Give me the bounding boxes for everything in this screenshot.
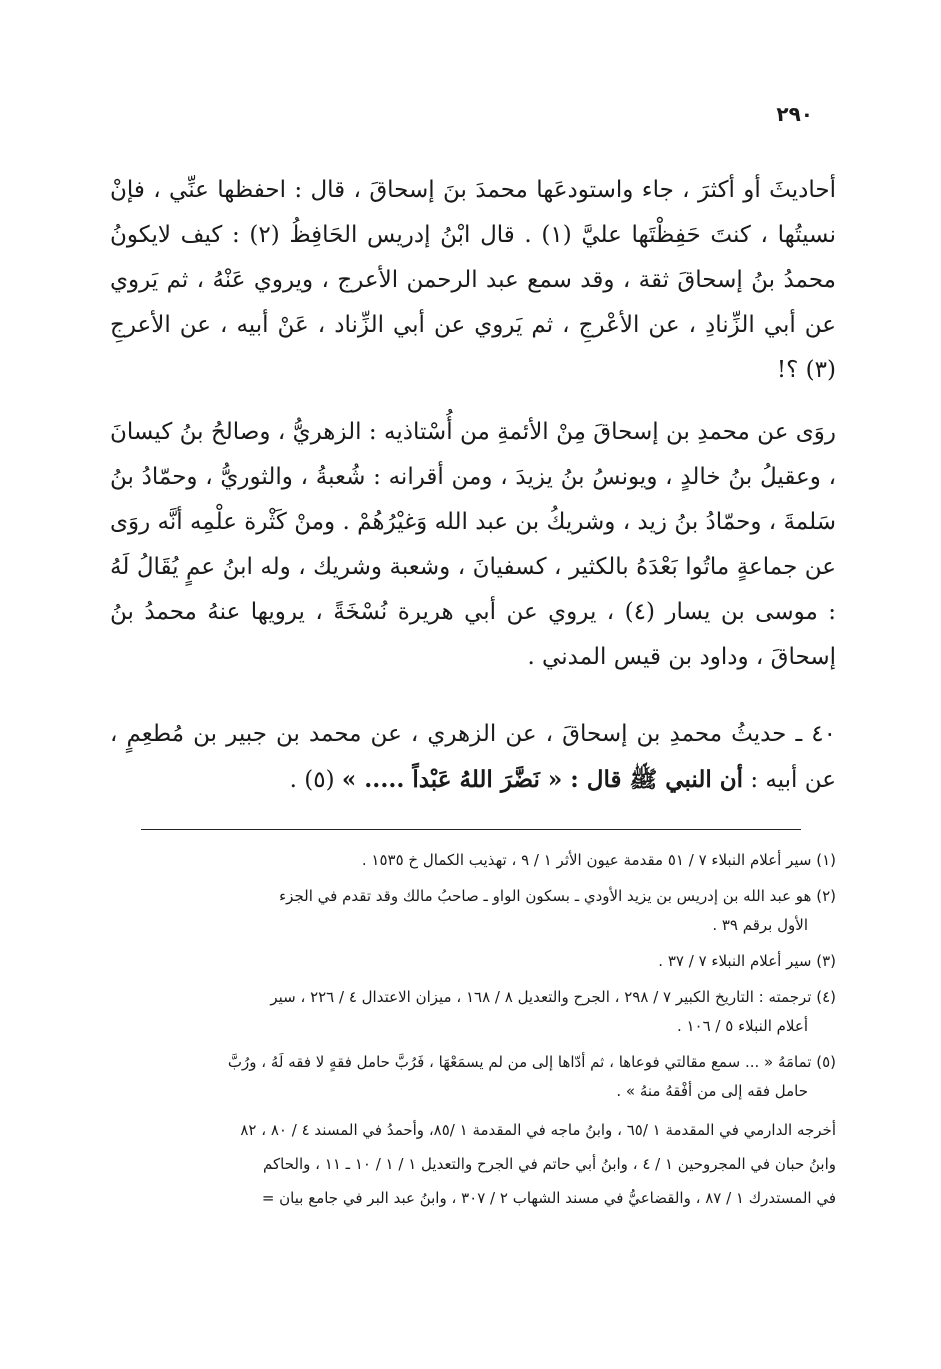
footnote-5-line-1: (٥) تمامَهُ « ... سمع مقالتي فوعاها ، ثم أدّاها إلى من لم يسمَعْهَا ، فَرُبَّ حامل فقهٍ لا فقه لَهُ ، ورُبَّ — [227, 1053, 836, 1071]
footnote-5 — [106, 1048, 836, 1106]
footnote-5-line-2: حامل فقه إلى من أفْقهُ منهُ » . — [616, 1082, 808, 1100]
hadith-chain: ٤٠ ـ حديثُ محمدِ بن إسحاقَ ، عن الزهري ، عن محمد بن جبير بن مُطعِمٍ ، عن أبيه : — [110, 721, 836, 793]
footnote-4-line-1: (٤) ترجمته : التاريخ الكبير ٧ / ٢٩٨ ، الجرح والتعديل ٨ / ١٦٨ ، ميزان الاعتدال ٤ / ٢٢٦ ، سير — [270, 988, 836, 1006]
page-number: ٢٩٠ — [776, 102, 813, 126]
footnote-ref-5: (٥) . — [289, 767, 342, 793]
footnote-3: (٣) سير أعلام النبلاء ٧ / ٣٧ . — [658, 952, 836, 970]
footnote-2 — [106, 882, 836, 940]
paragraph-hadith-40 — [110, 712, 836, 803]
footnote-4-line-2: أعلام النبلاء ٥ / ١٠٦ . — [676, 1017, 808, 1035]
footnote-4 — [106, 983, 836, 1041]
footnote-5-sources — [106, 1113, 836, 1215]
footnote-1: (١) سير أعلام النبلاء ٧ / ٥١ مقدمة عيون الأثر ١ / ٩ ، تهذيب الكمال خ ١٥٣٥ . — [361, 851, 836, 869]
footnote-2-line-2: الأول برقم ٣٩ . — [712, 916, 808, 934]
hadith-text: أن النبي ﷺ قال : « نَضَّرَ اللهُ عَبْداً ..... » — [341, 766, 744, 793]
paragraph-ibn-idris-quote: أحاديثَ أو أكثرَ ، جاء واستودعَها محمدَ بنَ إسحاقَ ، قال : احفظها عنِّي ، فإنْ نسيتُها ، كنتَ حَفِظْتَها عليَّ (١) . قال ابْنُ إدريس الحَافِظُ (٢) : كيف لايكونُ محمدُ بنُ إسحاقَ ثقة ، وقد سمع عبد الرحمن الأعرج ، ويروي عَنْهُ ، ثم يَروي عن أبي الزِّنادِ ، عن الأعْرجِ ، ثم يَروي عن أبي الزِّناد ، عَنْ أبيه ، عن الأعرجِ (٣) ؟! — [110, 177, 836, 383]
sources-line-1: أخرجه الدارمي في المقدمة ١ /٦٥ ، وابنُ ماجه في المقدمة ١ /٨٥، وأحمدُ في المسند ٤ / ٨٠ ، ٨٢ — [240, 1121, 836, 1139]
sources-line-3: في المستدرك ١ / ٨٧ ، والقضاعيُّ في مسند الشهاب ٢ / ٣٠٧ ، وابنُ عبد البر في جامع بيان = — [261, 1189, 836, 1207]
footnote-2-line-1: (٢) هو عبد الله بن إدريس بن يزيد الأودي ـ بسكون الواو ـ صاحبُ مالك وقد تقدم في الجزء — [279, 887, 836, 905]
sources-line-2: وابنُ حبان في المجروحين ١ / ٤ ، وابنُ أبي حاتم في الجرح والتعديل ١ / ١ / ١٠ ـ ١١ ، والحاكم — [263, 1155, 836, 1173]
footnotes — [106, 846, 836, 1215]
footnote-separator — [141, 829, 801, 830]
paragraph-narrators: روَى عن محمدِ بن إسحاقَ مِنْ الأئمةِ من أُسْتاذيه : الزهريُّ ، وصالحُ بنُ كيسانَ ، وعقيلُ بنُ خالدٍ ، ويونسُ بنُ يزيدَ ، ومن أقرانه : شُعبةُ ، والثوريُّ ، وحمّادُ بنُ سَلمةَ ، وحمّادُ بنُ زيد ، وشريكُ بن عبد الله وَغيْرُهُمْ . ومنْ كَثْرة علْمِه أنَّه روَى عن جماعةٍ ماتُوا بَعْدَهُ بالكثير ، كسفيانَ ، وشعبة وشريك ، وله ابنُ عمٍ يُقَالُ لَهُ : موسى بن يسار (٤) ، يروي عن أبي هريرة نُسْخَةً ، يرويها عنهُ محمدُ بنُ إسحاقَ ، وداود بن قيس المدني . — [110, 419, 836, 670]
